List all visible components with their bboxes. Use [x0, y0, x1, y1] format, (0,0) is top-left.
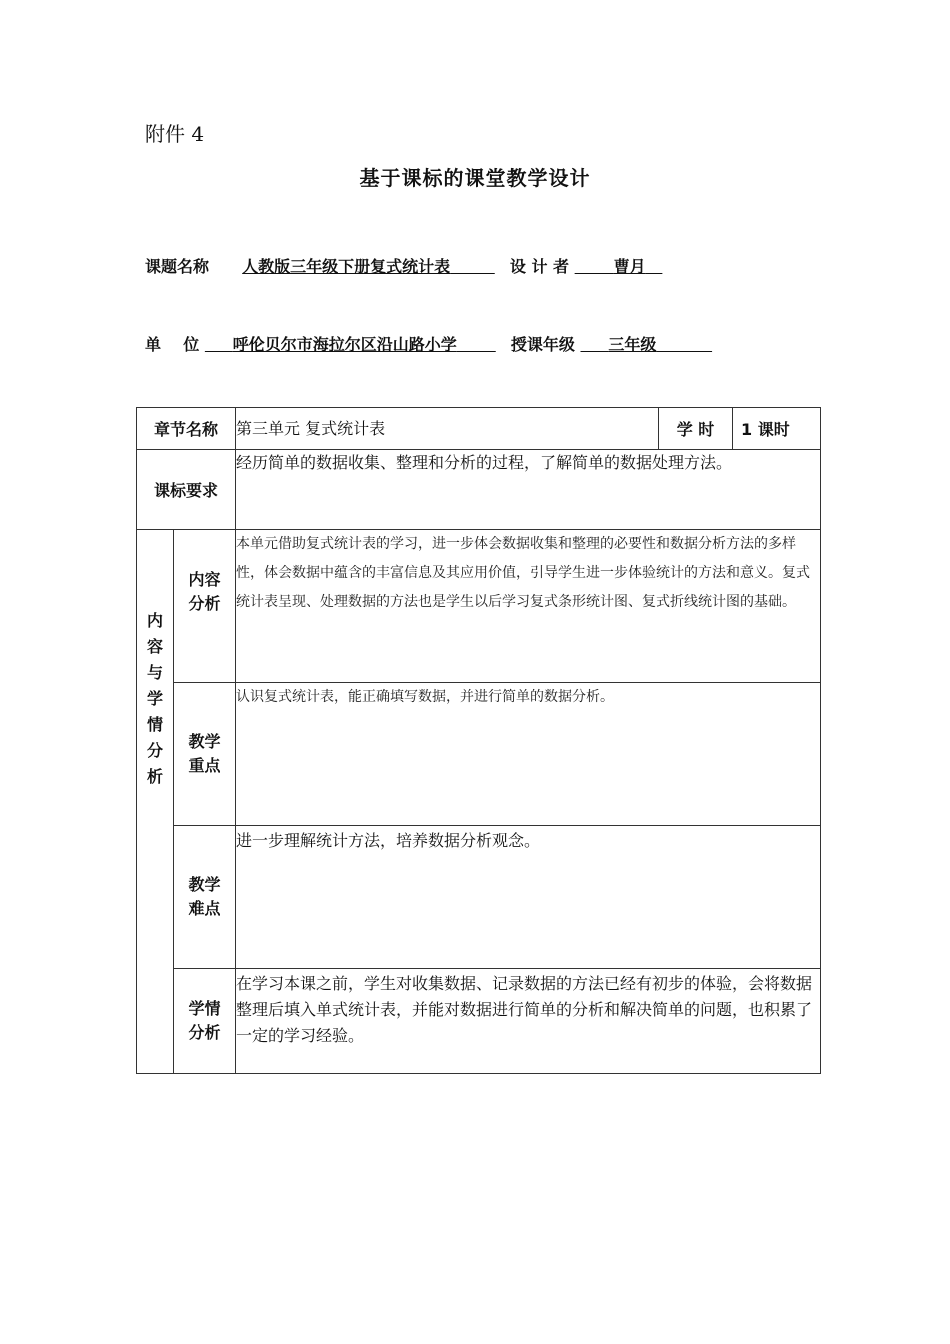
table-row [137, 826, 821, 969]
hours-value: 1 课时 [733, 408, 821, 450]
table-row [137, 408, 821, 450]
difficulty-label-text: 教学难点 [188, 875, 221, 918]
difficulty-label [174, 826, 236, 969]
section-label [137, 530, 174, 1074]
attachment-label: 附件 4 [145, 122, 205, 146]
grade-label: 授课年级 [510, 335, 575, 354]
standard-value: 经历简单的数据收集、整理和分析的过程，了解简单的数据处理方法。 [236, 450, 821, 530]
unit-label: 单 位 [145, 335, 200, 354]
unit-line [145, 332, 712, 355]
standard-label: 课标要求 [137, 450, 236, 530]
table-row [137, 683, 821, 826]
content-value: 本单元借助复式统计表的学习，进一步体会数据收集和整理的必要性和数据分析方法的多样性，体会数据中蕴含的丰富信息及其应用价值，引导学生进一步体验统计的方法和意义。复式统计表呈现、处理数据的方法也是学生以后学习复式条形统计图、复式折线统计图的基础。 [236, 530, 821, 683]
unit-value-text: 呼伦贝尔市海拉尔区沿山路小学 [232, 335, 457, 354]
topic-label: 课题名称 [145, 257, 210, 276]
difficulty-value: 进一步理解统计方法，培养数据分析观念。 [236, 826, 821, 969]
learner-value: 在学习本课之前，学生对收集数据、记录数据的方法已经有初步的体验，会将数据整理后填入单式统计表，并能对数据进行简单的分析和解决简单的问题，也积累了一定的学习经验。 [236, 969, 821, 1074]
topic-line [145, 254, 662, 277]
chapter-label: 章节名称 [137, 408, 236, 450]
designer-value [575, 257, 663, 276]
hours-label: 学 时 [659, 408, 733, 450]
designer-value-text: 曹月 [613, 257, 646, 276]
table-row [137, 530, 821, 683]
grade-value-text: 三年级 [608, 335, 657, 354]
designer-label: 设 计 者 [509, 257, 570, 276]
key-label [174, 683, 236, 826]
key-label-text: 教学重点 [188, 732, 221, 775]
topic-value-text: 人教版三年级下册复式统计表 [242, 257, 451, 276]
topic-value [242, 257, 495, 276]
learner-label-text: 学情分析 [188, 999, 221, 1042]
section-label-text: 内容与学情分析 [146, 611, 163, 786]
key-value: 认识复式统计表，能正确填写数据，并进行简单的数据分析。 [236, 683, 821, 826]
table-row [137, 969, 821, 1074]
table-row [137, 450, 821, 530]
document-title: 基于课标的课堂教学设计 [359, 166, 591, 190]
unit-value [205, 335, 496, 354]
lesson-design-table [136, 407, 821, 1074]
content-label-text: 内容分析 [188, 570, 221, 613]
grade-value [581, 335, 713, 354]
learner-label [174, 969, 236, 1074]
chapter-value: 第三单元 复式统计表 [236, 408, 659, 450]
content-label [174, 530, 236, 683]
